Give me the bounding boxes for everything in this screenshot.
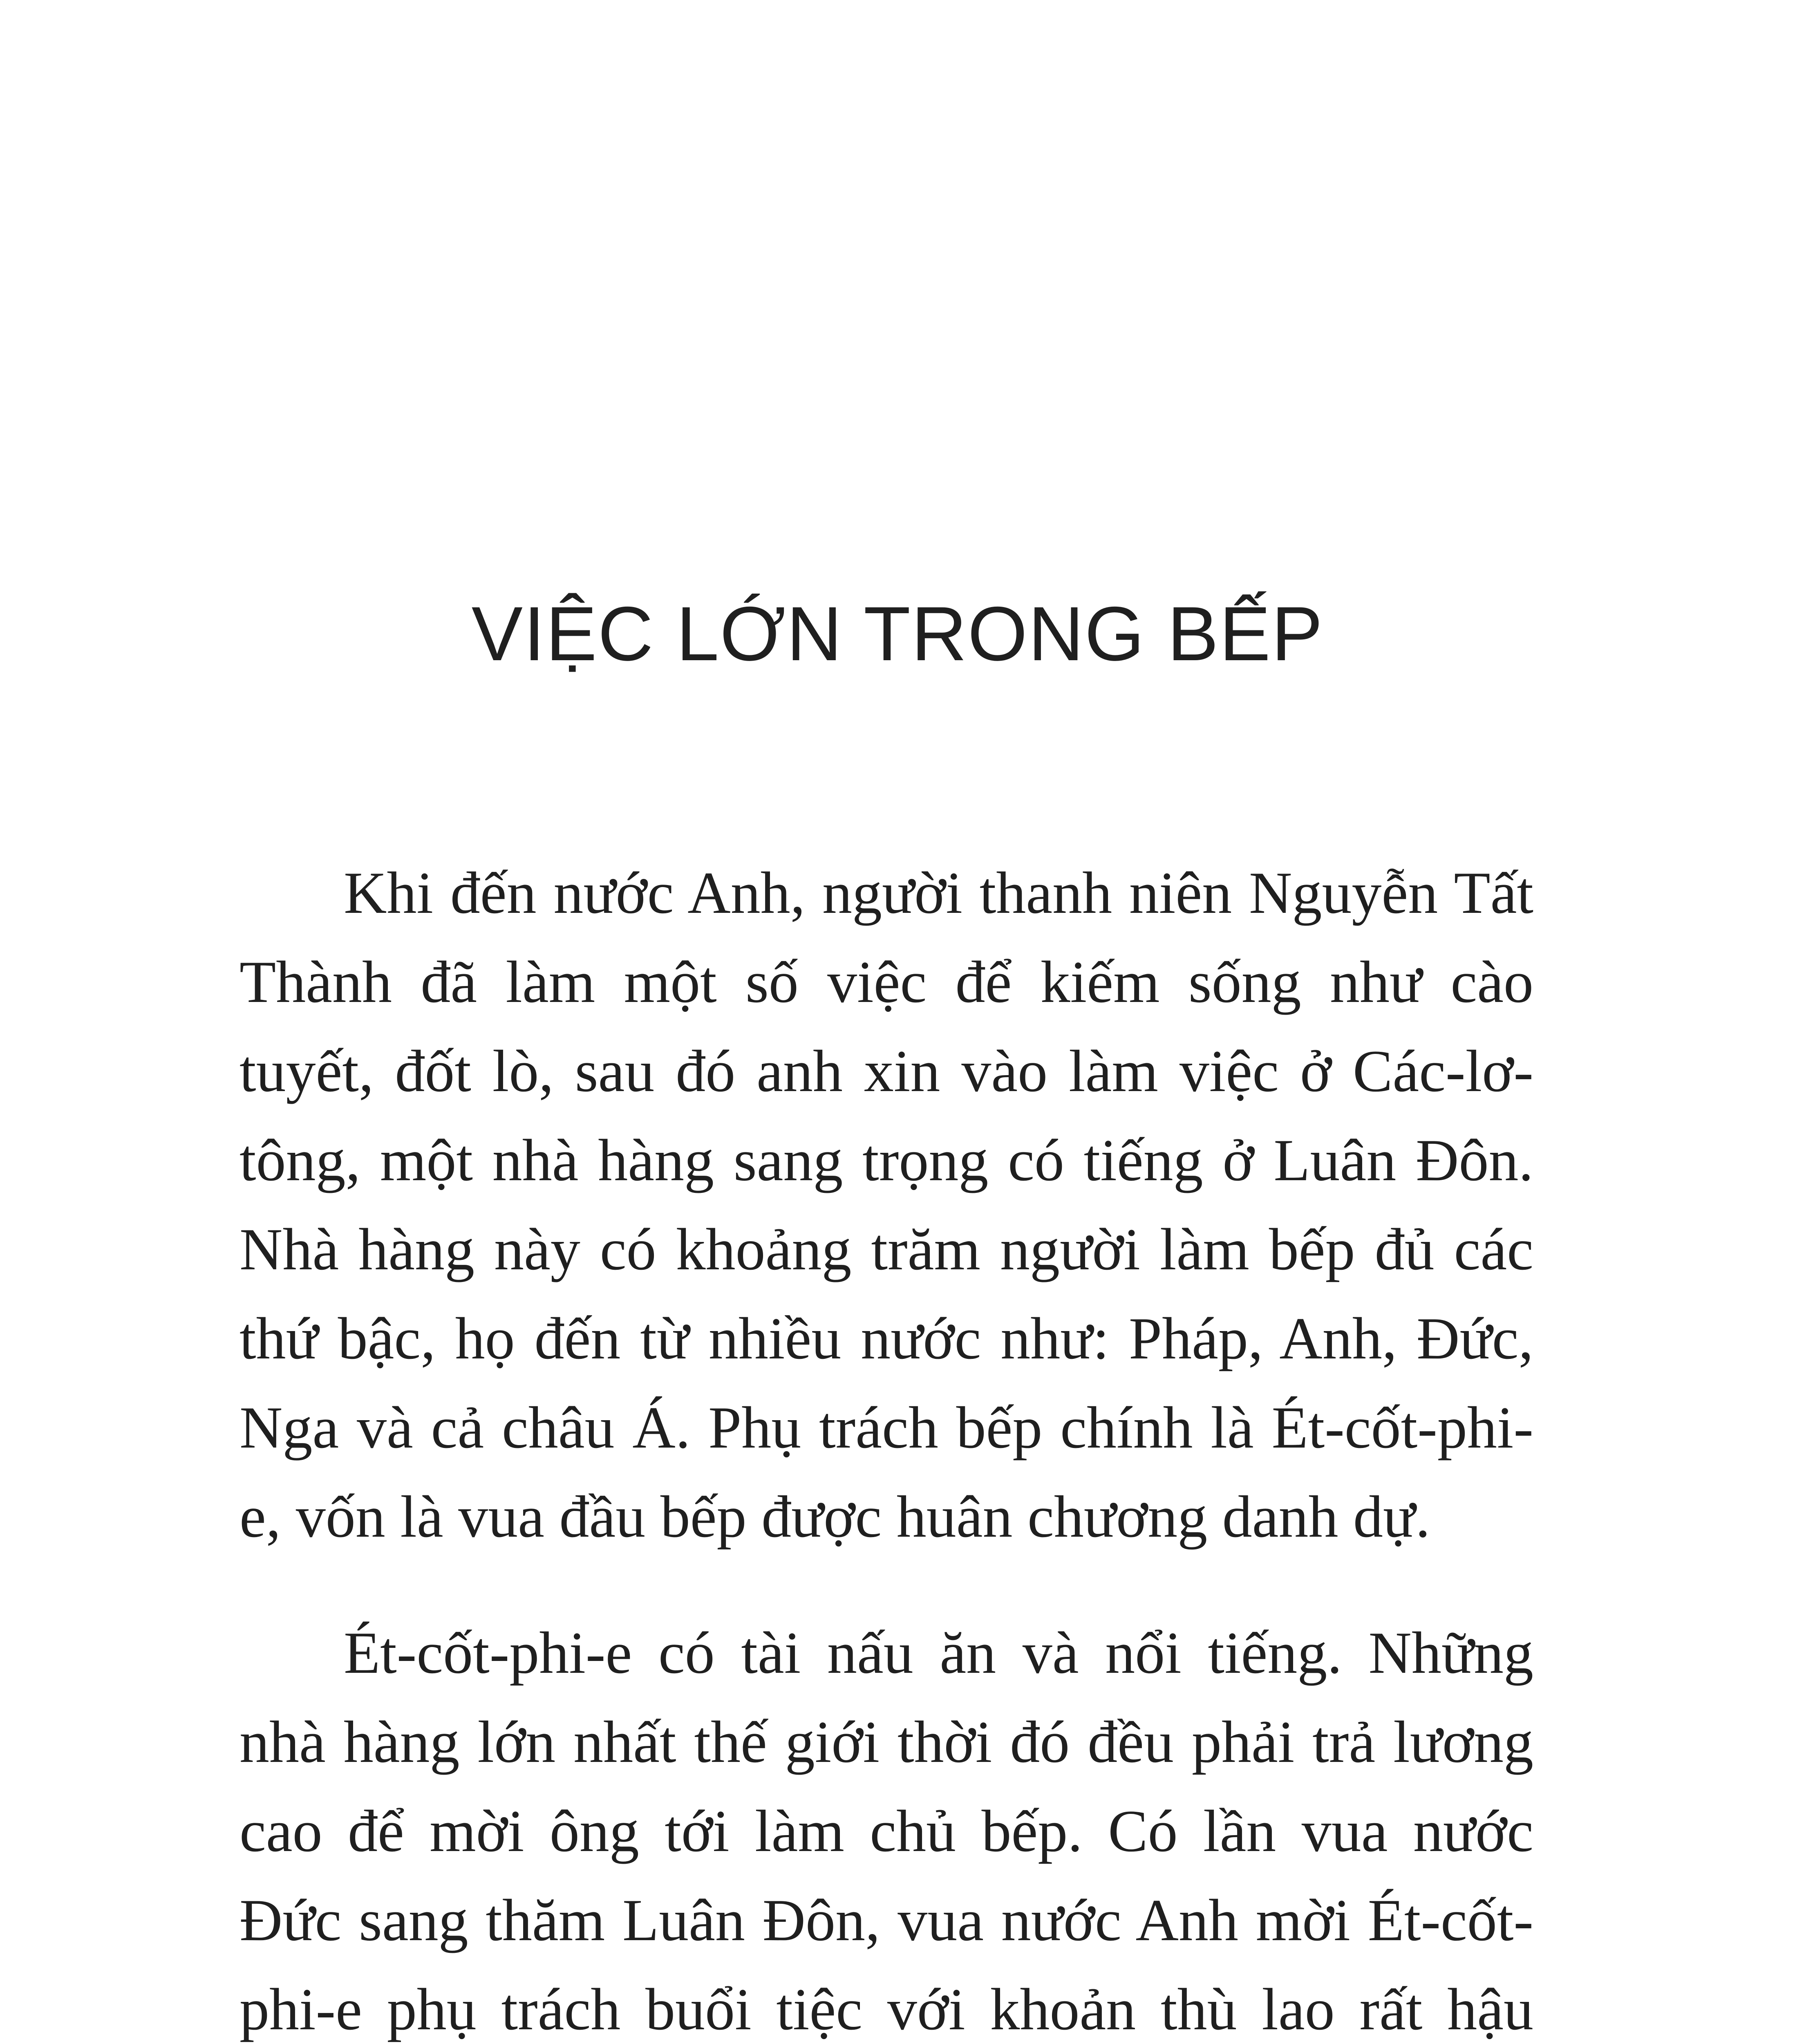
chapter-title: VIỆC LỚN TRONG BẾP xyxy=(471,591,1324,677)
paragraph-1: Khi đến nước Anh, người thanh niên Nguyễn Tất Thành đã làm một số việc để kiếm sống như cào tuyết, đốt lò, sau đó anh xin vào làm việc ở Các-lơ-tông, một nhà hàng sang trọng có tiếng ở Luân Đôn. Nhà hàng này có khoảng trăm người làm bếp đủ các thứ bậc, họ đến từ nhiều nước như: Pháp, Anh, Đức, Nga và cả châu Á. Phụ trách bếp chính là Ét-cốt-phi-e, vốn là vua đầu bếp được huân chương danh dự. xyxy=(239,860,1533,1550)
paragraph-2: Ét-cốt-phi-e có tài nấu ăn và nổi tiếng. Những nhà hàng lớn nhất thế giới thời đó đều phải trả lương cao để mời ông tới làm chủ bếp. Có lần vua nước Đức sang thăm Luân Đôn, vua nước Anh mời Ét-cốt-phi-e phụ trách buổi tiệc với khoản thù lao rất hậu xyxy=(239,1620,1533,2042)
chapter-body xyxy=(239,848,1533,2044)
